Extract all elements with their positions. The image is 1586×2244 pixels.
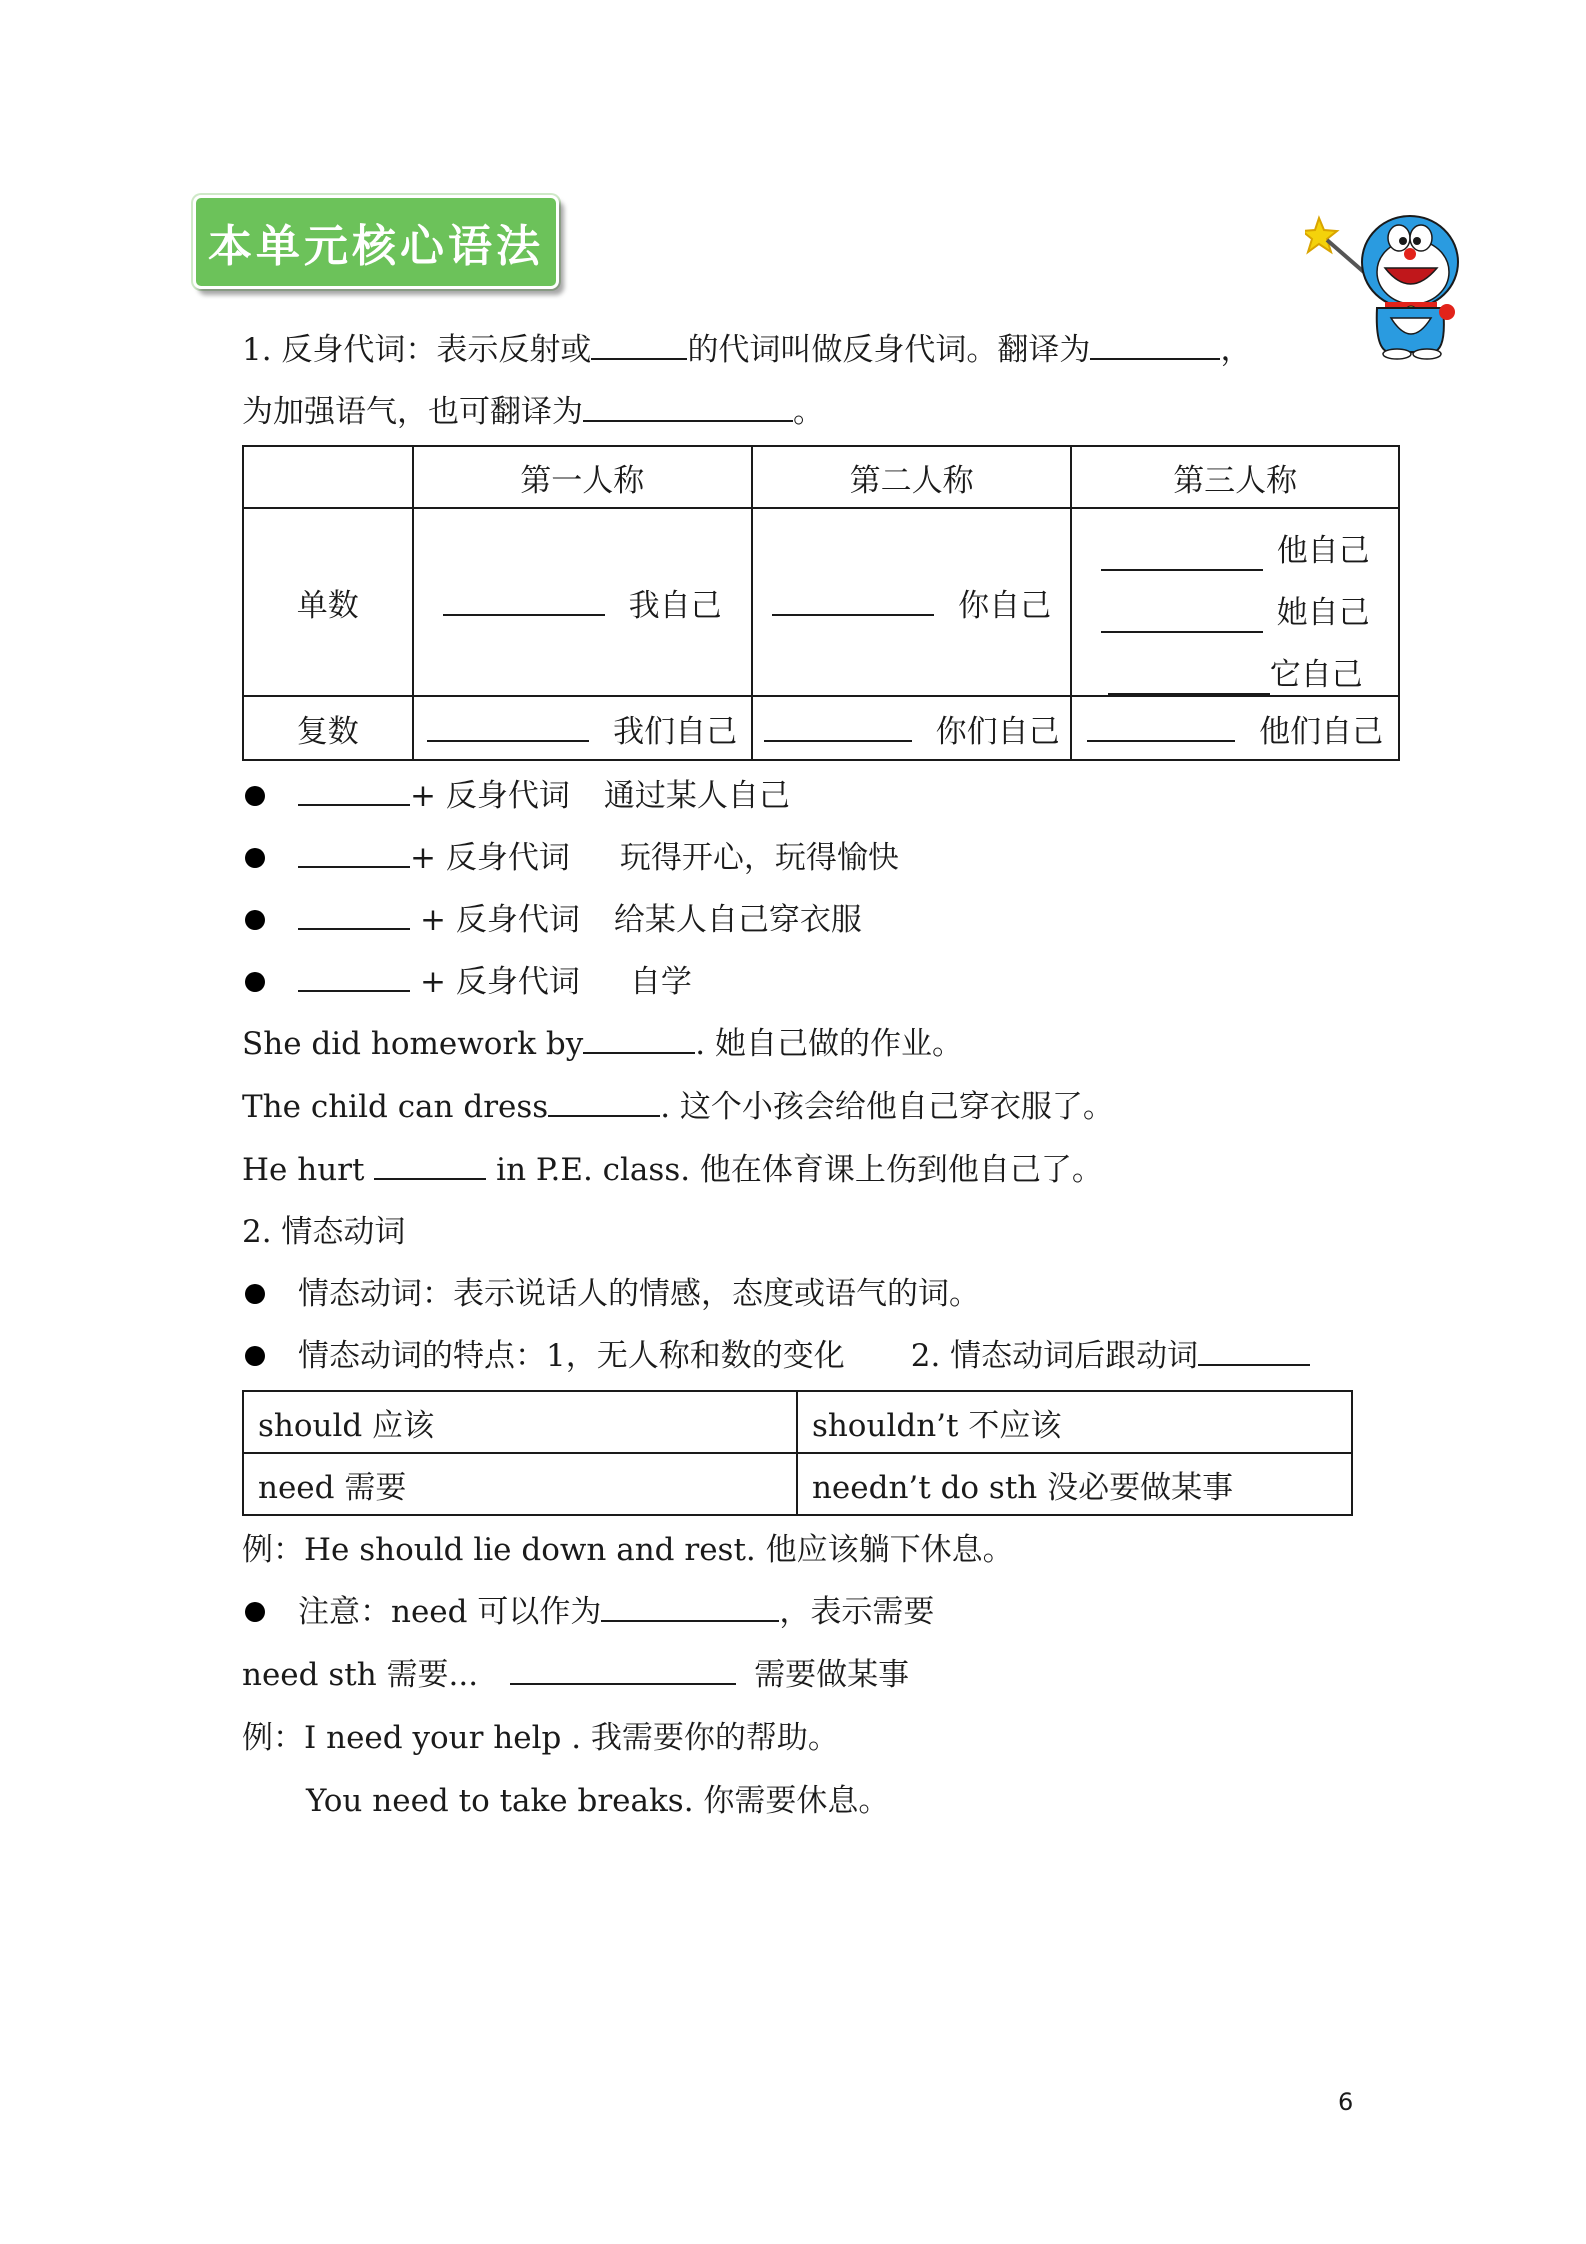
- table-row-singular: [243, 508, 1399, 696]
- table-cell: needn’t do sth 没必要做某事: [797, 1453, 1352, 1515]
- cell-text: 他们自己: [1259, 713, 1384, 750]
- phrase-item: [298, 838, 899, 878]
- phrase-text: + 反身代词: [410, 778, 570, 814]
- bullet-icon: [245, 786, 265, 806]
- answer-blank[interactable]: [772, 586, 934, 616]
- row-label: 单数: [243, 508, 413, 696]
- example-sentence: You need to take breaks. 你需要休息。: [306, 1783, 890, 1819]
- table-header-cell: 第三人称: [1071, 446, 1399, 508]
- example-text: in P.E. class. 他在体育课上伤到他自己了。: [486, 1152, 1103, 1188]
- phrase-meaning: 玩得开心，玩得愉快: [619, 840, 899, 876]
- modal-definition: 情态动词：表示说话人的情感，态度或语气的词。: [298, 1276, 980, 1312]
- bullet-icon: [245, 1346, 265, 1366]
- note-line: [298, 1592, 934, 1632]
- table-cell: need 需要: [243, 1453, 797, 1515]
- phrase-text: + 反身代词: [410, 840, 570, 876]
- cell-text: 它自己: [1269, 657, 1363, 693]
- phrase-item: [298, 900, 862, 940]
- bullet-icon: [245, 972, 265, 992]
- feature-text: 情态动词的特点：1，无人称和数的变化: [298, 1338, 845, 1374]
- phrase-item: [298, 776, 790, 816]
- table-cell: [413, 508, 752, 696]
- example-text: The child can dress: [242, 1089, 549, 1125]
- definition-text: 1. 反身代词：表示反射或: [242, 332, 592, 368]
- phrase-meaning: 通过某人自己: [603, 778, 790, 814]
- note-text: ，表示需要: [779, 1594, 935, 1630]
- definition-text: 。: [793, 394, 824, 430]
- bullet-icon: [245, 848, 265, 868]
- example-text: She did homework by: [242, 1026, 584, 1062]
- answer-blank[interactable]: [591, 330, 687, 360]
- example-sentence: [242, 1150, 1103, 1190]
- table-header-cell: [243, 446, 413, 508]
- answer-blank[interactable]: [548, 1087, 660, 1117]
- cell-text: 我自己: [628, 587, 722, 624]
- table-cell: [1071, 508, 1399, 696]
- answer-blank[interactable]: [583, 392, 793, 422]
- answer-blank[interactable]: [583, 1024, 695, 1054]
- table-cell: shouldn’t 不应该: [797, 1391, 1352, 1453]
- definition-text: ，: [1220, 332, 1252, 368]
- answer-blank[interactable]: [298, 900, 410, 930]
- phrase-meaning: 自学: [629, 964, 692, 1000]
- answer-blank[interactable]: [1198, 1336, 1310, 1366]
- answer-blank[interactable]: [1101, 541, 1263, 571]
- reflexive-pronoun-table: [242, 445, 1400, 761]
- bullet-icon: [245, 1284, 265, 1304]
- table-row-plural: [243, 696, 1399, 760]
- section-title-badge: [193, 195, 559, 289]
- phrase-item: [298, 962, 692, 1002]
- answer-blank[interactable]: [374, 1150, 486, 1180]
- note-text: 注意：need 可以作为: [298, 1594, 602, 1630]
- table-row: [243, 1391, 1352, 1453]
- modal-features: [298, 1336, 1310, 1376]
- example-sentence: 例：He should lie down and rest. 他应该躺下休息。: [242, 1532, 1014, 1568]
- phrase-text: + 反身代词: [420, 902, 580, 938]
- table-row: [243, 1453, 1352, 1515]
- cell-text: 你自己: [958, 587, 1052, 624]
- table-cell: should 应该: [243, 1391, 797, 1453]
- table-header-row: [243, 446, 1399, 508]
- example-text: . 这个小孩会给他自己穿衣服了。: [660, 1089, 1114, 1125]
- table-cell: [752, 508, 1071, 696]
- section-2-heading: 2. 情态动词: [242, 1214, 406, 1250]
- answer-blank[interactable]: [1101, 603, 1263, 633]
- reflexive-definition-line2: [242, 392, 824, 432]
- table-cell: [1071, 696, 1399, 760]
- cell-text: 你们自己: [935, 713, 1060, 750]
- doraemon-mascot-icon: [1305, 200, 1470, 360]
- answer-blank[interactable]: [443, 586, 605, 616]
- answer-blank[interactable]: [601, 1592, 779, 1622]
- phrase-text: + 反身代词: [420, 964, 580, 1000]
- phrase-meaning: 给某人自己穿衣服: [613, 902, 862, 938]
- modal-verb-table: [242, 1390, 1353, 1516]
- page-number: 6: [1338, 2088, 1354, 2116]
- row-label: 复数: [243, 696, 413, 760]
- table-cell: [752, 696, 1071, 760]
- feature-text: 2. 情态动词后跟动词: [910, 1338, 1199, 1374]
- answer-blank[interactable]: [1087, 712, 1235, 742]
- example-text: . 她自己做的作业。: [695, 1026, 963, 1062]
- section-title: 本单元核心语法: [208, 221, 544, 272]
- bullet-icon: [245, 910, 265, 930]
- table-header-cell: 第二人称: [752, 446, 1071, 508]
- answer-blank[interactable]: [298, 962, 410, 992]
- answer-blank[interactable]: [1090, 330, 1220, 360]
- answer-blank[interactable]: [1108, 665, 1270, 695]
- cell-text: 我们自己: [613, 713, 738, 750]
- reflexive-definition-line1: [242, 330, 1251, 370]
- cell-text: 他自己: [1276, 533, 1370, 569]
- example-sentence: [242, 1087, 1114, 1127]
- definition-text: 的代词叫做反身代词。翻译为: [687, 332, 1091, 368]
- example-text: He hurt: [242, 1152, 375, 1188]
- answer-blank[interactable]: [510, 1655, 736, 1685]
- answer-blank[interactable]: [298, 776, 410, 806]
- bullet-icon: [245, 1602, 265, 1622]
- example-sentence: [242, 1024, 963, 1064]
- cell-text: 她自己: [1276, 595, 1370, 631]
- need-usage-line: [242, 1655, 909, 1695]
- table-cell: [413, 696, 752, 760]
- answer-blank[interactable]: [298, 838, 410, 868]
- example-sentence: 例：I need your help . 我需要你的帮助。: [242, 1720, 839, 1756]
- answer-blank[interactable]: [764, 712, 912, 742]
- usage-text: need sth 需要...: [242, 1657, 479, 1693]
- usage-text: 需要做某事: [754, 1657, 910, 1693]
- definition-text: 为加强语气，也可翻译为: [242, 394, 583, 430]
- answer-blank[interactable]: [427, 712, 589, 742]
- table-header-cell: 第一人称: [413, 446, 752, 508]
